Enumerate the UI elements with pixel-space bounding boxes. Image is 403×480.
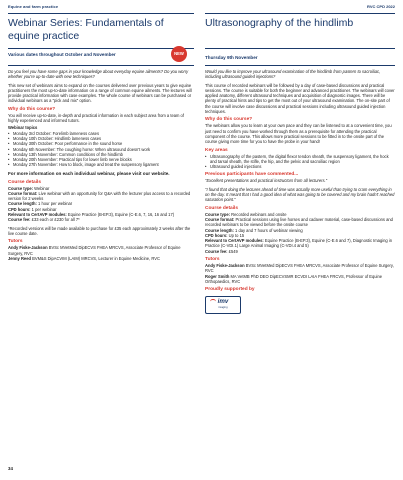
tutor-name: Andy Fiske-Jackson: [205, 263, 245, 269]
detail-label: CPD hours:: [8, 206, 31, 212]
course-date: Thursday 9th November: [205, 54, 258, 60]
details-heading: Course details: [205, 205, 239, 211]
title-rule: [8, 13, 194, 14]
tutor-creds: BVSc MVetMed DipECVS FHEA MRCVS, Associate Professor of Equine Surgery, RVC: [205, 263, 394, 274]
imv-logo: [205, 296, 241, 314]
tutor-row: [205, 263, 395, 274]
list-item: • Monday 6th November: The coughing horse: When ultrasound doesn't work: [8, 147, 194, 152]
tutor-creds: BVM&S DipACVIM (LAIM) MRCVS, Lecturer in Equine Medicine, RVC: [32, 255, 160, 261]
detail-value: Equine Practice (B-EP.3), Equine (C-E.6 and 7), Diagnostic Imaging in Practice (C-VDI.1) Large Animal Imaging (C-VDI.4 and 5): [205, 238, 393, 249]
footnote: *Recorded versions will be made available to purchase for £35 each approximately 2 weeks after the live course date.: [8, 225, 191, 236]
brochure-label: RVC CPD 2022: [367, 4, 395, 9]
key-areas-list: [205, 154, 395, 170]
topics-heading: Webinar topics: [8, 125, 38, 131]
detail-label: Course type:: [205, 211, 231, 217]
why-heading: Why do this course?: [205, 117, 253, 123]
tutor-row: [205, 274, 395, 285]
date-bar: [205, 48, 395, 66]
sponsor-heading: Proudly supported by: [205, 287, 255, 293]
intro-question: Would you like to improve your ultrasound examination of the hindlimb from pastern to sacroiliac, including ultrasound guided injections?: [205, 69, 381, 80]
detail-label: Course type:: [8, 185, 34, 191]
tutor-name: Jenny Reed: [8, 255, 31, 261]
detail-label: Relevant to CertAVP modules:: [8, 212, 67, 218]
topics-list: [8, 131, 194, 168]
list-item: • Monday 27th November: How to block, image and treat the suspensory ligament: [8, 162, 194, 167]
detail-label: Course length:: [205, 227, 234, 233]
course-title: Webinar Series: Fundamentals of equine practice: [8, 17, 164, 42]
tutor-creds: MA VetMB PhD DEO DipECVSMR ECVDI LAIA FHEA FRCVS, Professor of Equine Orthopaedics, RVC: [205, 273, 383, 284]
detail-label: Course fee:: [205, 248, 228, 254]
title-rule: [205, 13, 395, 14]
tutor-name: Roger Smith: [205, 273, 230, 279]
detail-label: Course fee:: [8, 217, 31, 223]
tutor-row: [8, 245, 194, 256]
detail-value: £549: [228, 248, 238, 254]
intro-question: Do you feel you have some gaps in your knowledge about everyday equine ailments? Do you worry whether you're up-to-date with new techniques?: [8, 69, 189, 80]
detail-label: CPD hours:: [205, 232, 228, 238]
intro-text: This new set of webinars aims to expand on the courses delivered over previous years to give equine practitioners the most up-to-date information on a range of common equine ailments. The lectures will provide practical information with case examples. The whole course of webinars can be purchased or individual webinars as a "pick and mix" option.: [8, 82, 192, 104]
detail-label: Course length:: [8, 201, 37, 207]
tutor-row: [8, 256, 194, 261]
detail-label: Course format:: [8, 190, 38, 196]
course-dates: Various dates throughout October and November: [8, 52, 116, 57]
detail-value: Up to 15: [228, 232, 245, 238]
key-areas-heading: Key areas: [205, 147, 228, 153]
list-item: • Monday 30th October: Poor performance in the sound horse: [8, 141, 194, 146]
list-item: • Monday 3rd October: Forelimb lameness cases: [8, 131, 194, 136]
detail-value: Recorded webinars and onsite: [231, 211, 287, 217]
list-item: • Monday 13th November: Common conditions of the hindlimb: [8, 152, 194, 157]
detail-row: [205, 249, 395, 254]
tutors-heading: Tutors: [205, 257, 220, 263]
detail-value: Practical sessions using live horses and cadaver material, case-based discussions and recorded webinars to be viewed before the onsite course: [205, 216, 393, 228]
logo-text: imv: [217, 298, 229, 306]
list-item: • Ultrasound guided injections: [205, 164, 395, 169]
detail-value: Webinar: [34, 185, 50, 191]
date-bar: [8, 48, 194, 66]
new-badge: NEW: [171, 46, 187, 62]
why-heading: Why do this course?: [8, 106, 56, 112]
detail-row: [8, 191, 194, 202]
tutors-heading: Tutors: [8, 239, 23, 245]
detail-label: Course format:: [205, 216, 235, 222]
detail-value: Equine Practice (B-EP.3), Equine (C-E.6, 7, 16, 16 and 17): [67, 212, 175, 218]
why-text: You will receive up-to-date, in-depth and practical information in each subject area from a team of highly experienced and informed tutors.: [8, 112, 184, 124]
section-label: Equine and farm practice: [8, 4, 59, 9]
quote: "Excellent presentations and practical instructors from all lecturers.": [205, 178, 328, 184]
why-text: The webinars allow you to learn at your own pace and they can be listened to at a convenient time, you just need to confirm you have worked through them as a prerequisite for attending the practical component of the course. This allows more practical sessions to be fitted in to the onsite part of the course giving more time for you to have the probe in your hand!: [205, 123, 392, 145]
logo-subtext: imaging: [218, 306, 228, 310]
detail-row: [205, 217, 395, 228]
more-info-link[interactable]: For more information on each individual webinar, please visit our website.: [8, 170, 170, 176]
detail-value: 1 hour per webinar: [38, 201, 73, 207]
webinar-series-column: [8, 13, 194, 261]
details-heading: Course details: [8, 179, 42, 185]
page-number: 34: [8, 466, 13, 471]
list-item: • Monday 10th October: Hindlimb lameness cases: [8, 136, 194, 141]
comments-heading: Previous participants have commented...: [205, 172, 299, 178]
detail-value: Live webinar with an opportunity for Q&A with the lecturer plus access to a recorded version for 2 weeks: [8, 190, 191, 202]
intro-text: This course of recorded webinars will be followed by a day of case-based discussions and practical sessions. The course is suitable for both the beginner and advanced practitioner. The webinars will cover applied anatomy, different ultrasound techniques and acquisition of diagnostic images. There will be plenty of practical hints and tips to get the most out of your ultrasound examination. The on-site part of the course will involve case discussions and practical sessions including ultrasound guided injection techniques.: [205, 82, 395, 115]
list-item: • Monday 20th November: Practical tips for lower limb nerve blocks: [8, 157, 194, 162]
course-title: Ultrasonography of the hindlimb: [205, 17, 354, 29]
ultrasonography-column: [205, 13, 395, 314]
quote: "I found that doing the lectures ahead of time was actually more useful than trying to cram everything in on the day. It meant that I had a good idea of what was going to be covered and my brain hadn't reached saturation point.": [205, 186, 395, 203]
detail-value: 1 per webinar: [31, 206, 57, 212]
list-item: • Ultrasonography of the pastern, the digital flexor tendon sheath, the suspensory ligament, the hock and tarsal sheath, the stifle, the hip, and the pelvic and sacroiliac region: [205, 154, 395, 165]
detail-value: 1 day and 7 hours of webinar viewing: [235, 227, 303, 233]
detail-value: £33 each or £230 for all 7*: [31, 217, 80, 223]
detail-label: Relevant to CertAVP modules:: [205, 238, 264, 244]
tutor-creds: BVSc MVetMed DipECVS FHEA MRCVS, Associate Professor of Equine Surgery, RVC: [8, 245, 181, 256]
detail-row: [205, 238, 395, 249]
tutor-name: Andy Fiske-Jackson: [8, 245, 48, 251]
page-header: [0, 4, 403, 11]
